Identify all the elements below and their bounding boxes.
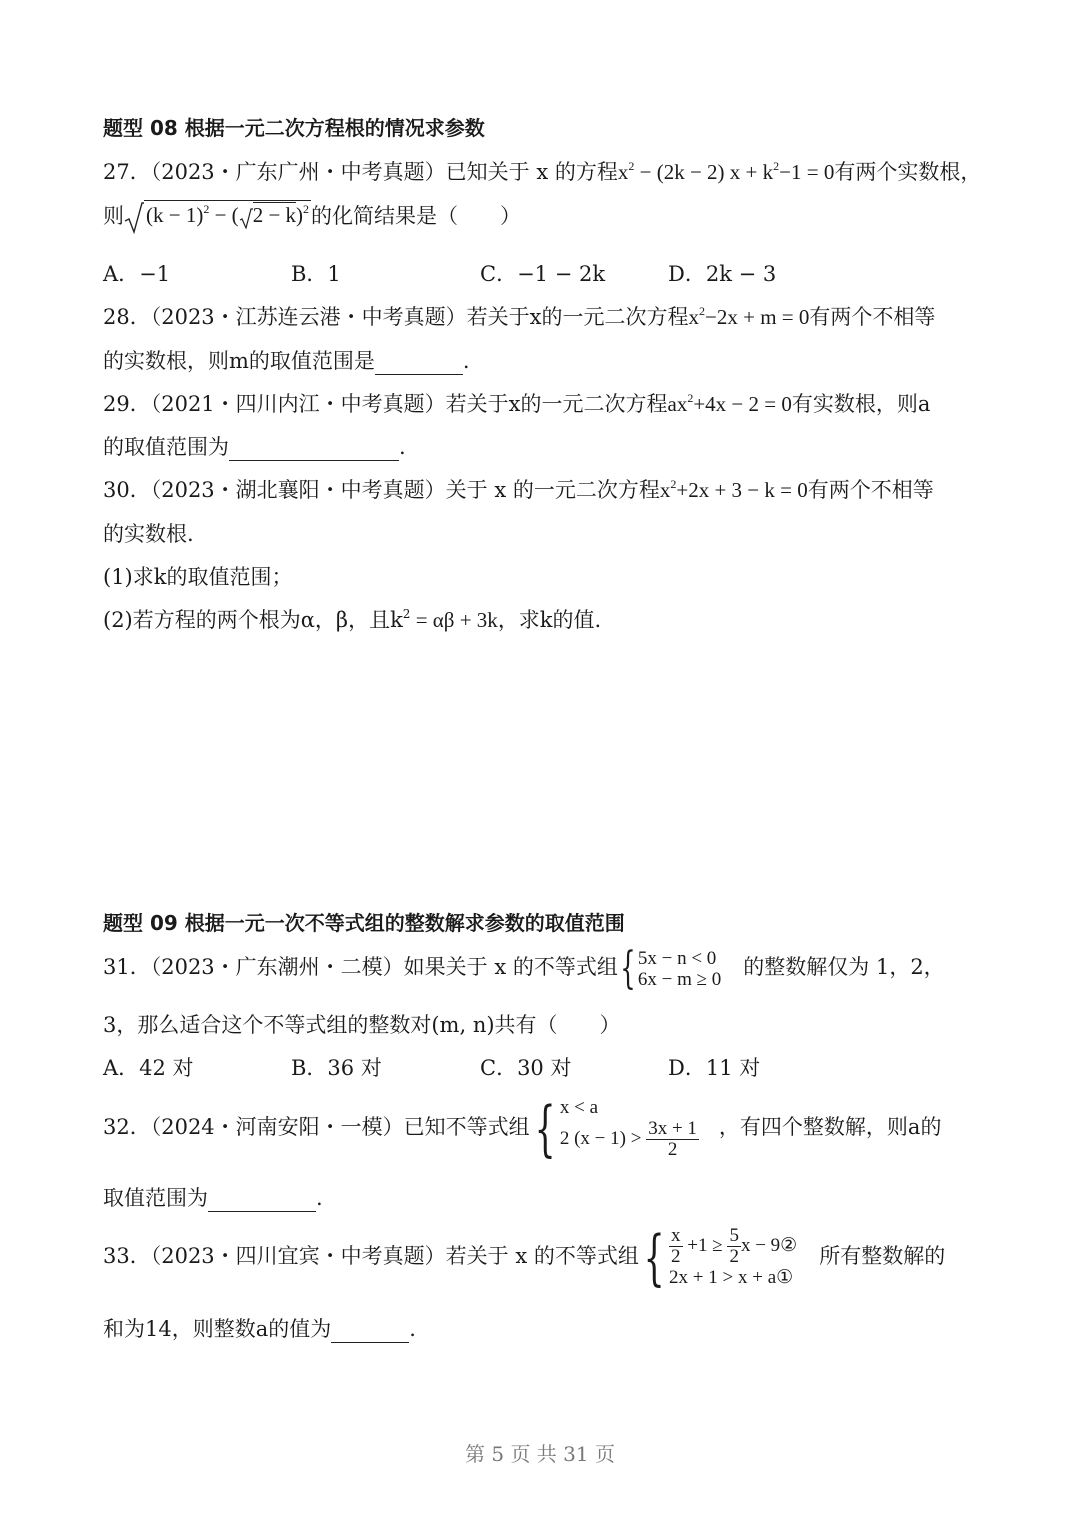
q32-brace: { [534,1093,556,1164]
question-30-line1 [103,474,934,504]
q29-answer-blank[interactable] [229,440,399,461]
section-09-title: 题型 09 根据一元一次不等式组的整数解求参数的取值范围 [103,911,625,935]
question-32-line2 [103,1182,323,1212]
question-31-line2: 3，那么适合这个不等式组的整数对(m, n)共有（ ） [103,1013,621,1037]
question-28-line1 [103,301,935,331]
question-33-line1 [103,1222,946,1293]
q33-answer-blank[interactable] [331,1322,409,1343]
q27-option-b: B．1 [291,262,341,286]
q27-option-c: C．−1 − 2k [480,262,606,286]
q28-equation: $x^2-2x + m = 0$ [688,304,810,329]
question-30-line2: 的实数根. [103,522,194,546]
question-27-line2 [103,200,521,235]
section-08-title: 题型 08 根据一元二次方程根的情况求参数 [103,116,485,140]
q32-fraction: $\frac{3x + 1}{2}$ [648,1118,697,1160]
q28-line2: 的实数根，则m的取值范围是 [103,349,375,373]
q33-end: . [409,1317,416,1341]
q27-option-a: A．−1 [103,262,171,286]
q31-option-c: C．30 对 [480,1056,572,1080]
question-29-line1 [103,388,930,418]
q32-suffix: ，有四个整数解，则a的 [718,1115,942,1139]
q29-end: . [399,435,406,459]
q30-equation: $x^2+2x + 3 - k = 0$ [659,477,808,502]
q29-line2: 的取值范围为 [103,435,229,459]
q30-part2-prefix: (2)若方程的两个根为α，β，且k [103,608,403,632]
q27-line2-prefix: 则 [103,204,124,228]
q27-suffix: 有两个实数根， [834,160,982,184]
q29-suffix: 有实数根，则a [791,392,931,416]
q33-system: $\frac{x}{2}$ +1 ≥ $\frac{5}{2}$ x − 9② 2x + 1 > x + a① [669,1225,798,1288]
q32-end: . [316,1186,323,1210]
sqrt-icon-inner [239,207,253,229]
q28-suffix: 有两个不相等 [809,305,936,329]
q30-suffix: 有两个不相等 [807,478,934,502]
sqrt-icon [124,201,144,235]
q30-part2-equation: = αβ + 3k [410,608,498,632]
q32-line2: 取值范围为 [103,1186,208,1210]
q28-answer-blank[interactable] [375,354,463,375]
q32-system: x < a 2 (x − 1) > $\frac{3x + 1}{2}$ [559,1097,697,1160]
q31-suffix: 的整数解仅为 1，2， [743,955,945,979]
q28-prefix: 28．（2023・江苏连云港・中考真题）若关于x的一元二次方程 [103,305,689,329]
q33-brace: { [643,1222,665,1293]
q29-equation: $ax^2+4x - 2 = 0$ [667,391,792,416]
q27-radical: $(k - 1)^2$ − ( 2 − k)$^2$ [124,201,311,235]
q27-equation: $x^2 - (2k - 2) x + k^2-1 = 0$ [617,159,835,184]
q31-brace: { [620,942,636,994]
q33-fraction-2: $\frac{5}{2}$ [729,1225,739,1267]
q33-fraction-1: $\frac{x}{2}$ [671,1225,681,1267]
page-footer: 第 5 页 共 31 页 [465,1442,615,1466]
question-29-line2 [103,431,406,461]
q27-line2-suffix: 的化简结果是（ ） [311,204,522,228]
question-30-part1: (1)求k的取值范围； [103,565,293,589]
q30-prefix: 30．（2023・湖北襄阳・中考真题）关于 x 的一元二次方程 [103,478,660,502]
q28-end: . [462,349,470,373]
q33-suffix: 所有整数解的 [819,1244,946,1268]
q29-prefix: 29．（2021・四川内江・中考真题）若关于x的一元二次方程 [103,392,668,416]
q33-line2: 和为14，则整数a的值为 [103,1317,332,1341]
q31-option-d: D．11 对 [668,1056,761,1080]
question-33-line2 [103,1313,416,1343]
q32-prefix: 32．（2024・河南安阳・一模）已知不等式组 [103,1115,530,1139]
q33-prefix: 33．（2023・四川宜宾・中考真题）若关于 x 的不等式组 [103,1244,639,1268]
q27-prefix: 27．（2023・广东广州・中考真题）已知关于 x 的方程 [103,160,618,184]
q27-option-d: D．2k − 3 [668,262,777,286]
q31-prefix: 31．（2023・广东潮州・二模）如果关于 x 的不等式组 [103,955,618,979]
question-31-line1 [103,942,945,994]
q31-option-a: A．42 对 [103,1056,194,1080]
question-28-line2 [103,345,470,375]
question-30-part2: (2)若方程的两个根为α，β，且$k^2 = \alpha\beta + 3k$，求k的值. [103,607,602,632]
q32-answer-blank[interactable] [208,1191,316,1212]
question-27-line1 [103,156,981,186]
question-32-line1 [103,1093,942,1164]
q31-system: 5x − n < 0 6x − m ≥ 0 [637,947,722,990]
q30-part2-suffix: ，求k的值. [497,608,602,632]
q31-option-b: B．36 对 [291,1056,382,1080]
